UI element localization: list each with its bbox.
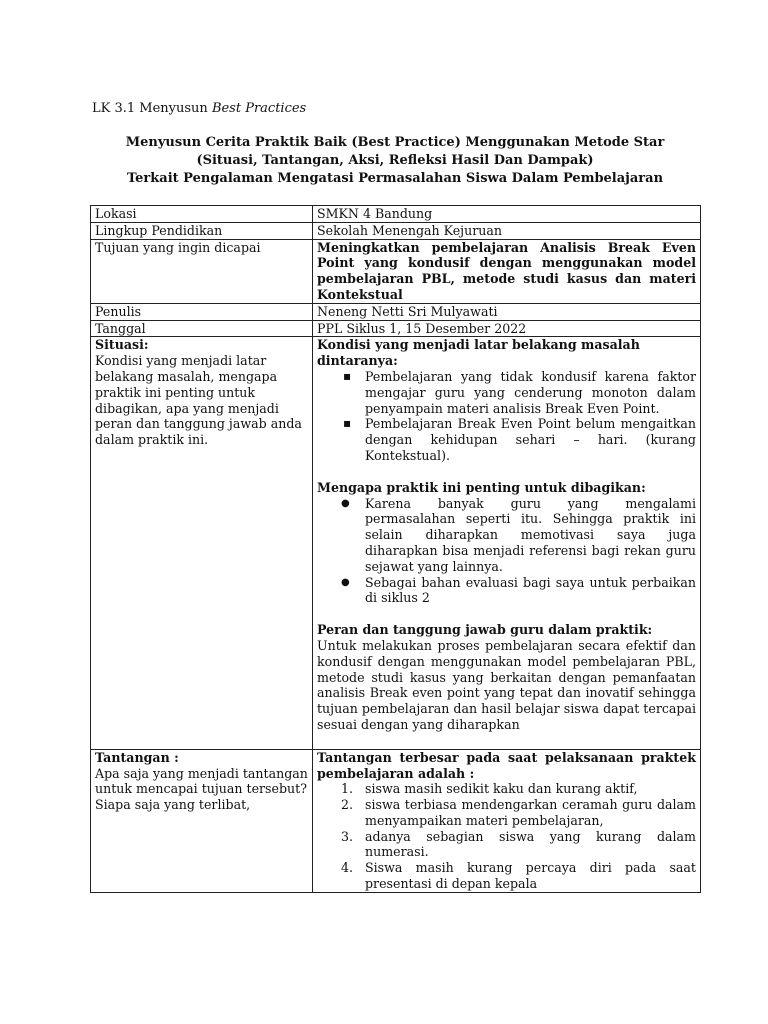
content-situasi	[313, 337, 701, 749]
row-penulis	[91, 303, 701, 320]
value-lingkup: Sekolah Menengah Kejuruan	[313, 222, 701, 239]
heading-line-1: Menyusun Cerita Praktik Baik (Best Practice) Menggunakan Metode Star	[125, 135, 665, 150]
mengapa-list	[317, 496, 696, 607]
row-situasi	[91, 337, 701, 749]
value-tanggal: PPL Siklus 1, 15 Desember 2022	[313, 320, 701, 337]
row-lingkup	[91, 222, 701, 239]
row-tantangan	[91, 749, 701, 892]
item-text: Siswa masih kurang percaya diri pada saat presentasi di depan kepala	[365, 860, 696, 892]
worksheet-title-prefix: LK 3.1 Menyusun	[92, 101, 212, 116]
list-item	[341, 781, 696, 797]
list-item: ▪ Pembelajaran Break Even Point belum mengaitkan dengan kehidupan sehari – hari. (kurang Kontekstual).	[365, 416, 696, 463]
label-lingkup: Lingkup Pendidikan	[91, 222, 313, 239]
tantangan-title: Tantangan :	[95, 749, 179, 765]
situasi-description: Kondisi yang menjadi latar belakang masalah, mengapa praktik ini penting untuk dibagikan, apa yang menjadi peran dan tanggung jawab anda dalam praktik ini.	[95, 353, 302, 448]
item-number: 4.	[341, 860, 354, 876]
worksheet-title	[92, 101, 306, 116]
row-tujuan	[91, 239, 701, 303]
row-lokasi	[91, 206, 701, 223]
value-tujuan: Meningkatkan pembelajaran Analisis Break Even Point yang kondusif dengan menggunakan model pembelajaran PBL, metode studi kasus dan materi Kontekstual	[313, 239, 701, 303]
item-text: siswa terbiasa mendengarkan ceramah guru dalam menyampaikan materi pembelajaran,	[365, 797, 696, 828]
worksheet-title-italic: Best Practices	[211, 101, 307, 116]
row-tanggal	[91, 320, 701, 337]
list-item	[341, 828, 696, 861]
mengapa-title: Mengapa praktik ini penting untuk dibagikan:	[317, 479, 646, 495]
tantangan-description: Apa saja yang menjadi tantangan untuk mencapai tujuan tersebut? Siapa saja yang terlibat,	[95, 765, 308, 813]
document-heading	[90, 134, 700, 188]
list-item	[341, 797, 696, 829]
tantangan-intro: Tantangan terbesar pada saat pelaksanaan praktek pembelajaran adalah :	[317, 749, 696, 781]
label-situasi	[91, 337, 313, 749]
tantangan-list	[317, 781, 696, 892]
item-number: 1.	[341, 781, 354, 797]
kondisi-title: Kondisi yang menjadi latar belakang masalah dintaranya:	[317, 337, 640, 369]
label-lokasi: Lokasi	[91, 206, 313, 223]
list-item: ● Karena banyak guru yang mengalami permasalahan seperti itu. Sehingga praktik ini selain diharapkan memotivasi saya juga diharapkan bisa menjadi referensi bagi rekan guru sejawat yang lainnya.	[365, 496, 696, 575]
value-lokasi: SMKN 4 Bandung	[313, 206, 701, 223]
list-item: ● Sebagai bahan evaluasi bagi saya untuk perbaikan di siklus 2	[365, 575, 696, 607]
kondisi-list	[317, 369, 696, 464]
list-item: ▪ Pembelajaran yang tidak kondusif karena faktor mengajar guru yang cenderung monoton dalam penyampain materi analisis Break Even Point.	[365, 369, 696, 416]
situasi-title: Situasi:	[95, 337, 149, 353]
best-practice-table	[90, 205, 701, 893]
heading-line-3: Terkait Pengalaman Mengatasi Permasalahan Siswa Dalam Pembelajaran	[126, 171, 664, 186]
label-tujuan: Tujuan yang ingin dicapai	[91, 239, 313, 303]
heading-line-2: (Situasi, Tantangan, Aksi, Refleksi Hasil Dan Dampak)	[196, 153, 594, 168]
content-tantangan	[313, 749, 701, 892]
label-penulis: Penulis	[91, 303, 313, 320]
item-text: siswa masih sedikit kaku dan kurang aktif,	[365, 781, 638, 797]
list-item	[341, 860, 696, 892]
label-tantangan	[91, 749, 313, 892]
item-number: 2.	[341, 797, 354, 813]
peran-title: Peran dan tanggung jawab guru dalam praktik:	[317, 622, 653, 638]
item-number: 3.	[341, 828, 354, 844]
peran-text: Untuk melakukan proses pembelajaran secara efektif dan kondusif dengan menggunakan model pembelajaran PBL, metode studi kasus yang berkaitan dengan pemanfaatan analisis Break even point yang tepat dan inovatif sehingga tujuan pembelajaran dan hasil belajar siswa dapat tercapai sesuai dengan yang diharapkan	[317, 637, 696, 732]
value-penulis: Neneng Netti Sri Mulyawati	[313, 303, 701, 320]
label-tanggal: Tanggal	[91, 320, 313, 337]
item-text: adanya sebagian siswa yang kurang dalam numerasi.	[365, 828, 696, 860]
